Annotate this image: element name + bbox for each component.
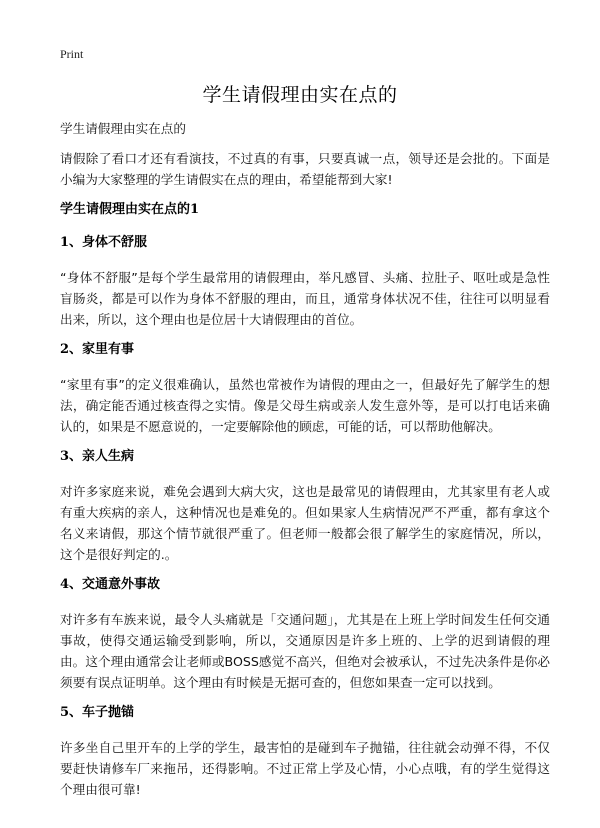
document-subtitle: 学生请假理由实在点的	[60, 121, 186, 136]
section-heading-1: 1、身体不舒服	[60, 235, 148, 250]
section-paragraph-1: “身体不舒服”是每个学生最常用的请假理由，举凡感冒、头痛、拉肚子、呕吐或是急性盲肠炎，都是可以作为身体不舒服的理由，而且，通常身体状况不佳，往往可以明显看出来，所以，这个理由也是位居十大请假理由的首位。	[60, 270, 550, 327]
section-heading-5: 5、车子抛锚	[60, 705, 135, 720]
page-title: 学生请假理由实在点的	[202, 84, 398, 106]
section-paragraph-2: “家里有事”的定义很难确认，虽然也常被作为请假的理由之一，但最好先了解学生的想法，确定能否通过核查得之实情。像是父母生病或亲人发生意外等，是可以打电话来确认的，如果是不愿意说的，一定要解除他的顾虑，可能的话，可以帮助他解决。	[60, 377, 550, 434]
document-body	[60, 118, 550, 810]
section-paragraph-5: 许多坐自己里开车的上学的学生，最害怕的是碰到车子抛锚，往往就会动弹不得，不仅要赶快请修车厂来拖吊，还得影响。不过正常上学及心情，小心点哦，有的学生觉得这个理由很可靠!	[60, 740, 550, 797]
print-label[interactable]: Print	[60, 47, 84, 61]
section-heading-4: 4、交通意外事故	[60, 577, 161, 592]
section-heading-3: 3、亲人生病	[60, 449, 135, 464]
section-paragraph-3: 对许多家庭来说，难免会遇到大病大灾，这也是最常见的请假理由，尤其家里有老人或有重大疾病的亲人，这种情况也是难免的。但如果家人生病情况严不严重，都有拿这个名义来请假，那这个情节就很严重了。但老师一般都会很了解学生的家庭情况，所以，这个是很好判定的.。	[60, 484, 550, 562]
intro-paragraph: 请假除了看口才还有看演技，不过真的有事，只要真诚一点，领导还是会批的。下面是小编为大家整理的学生请假实在点的理由，希望能帮到大家!	[60, 151, 550, 187]
main-heading: 学生请假理由实在点的1	[60, 202, 200, 217]
section-paragraph-4: 对许多有车族来说，最令人头痛就是「交通问题」，尤其是在上班上学时间发生任何交通事故，使得交通运输受到影响，所以，交通原因是许多上班的、上学的迟到请假的理由。这个理由通常会让老师或BOSS感觉不高兴，但绝对会被承认，不过先决条件是你必须要有误点证明单。这个理由有时候是无据可查的，但您如果查一定可以找到。	[60, 612, 550, 690]
section-heading-2: 2、家里有事	[60, 342, 135, 357]
